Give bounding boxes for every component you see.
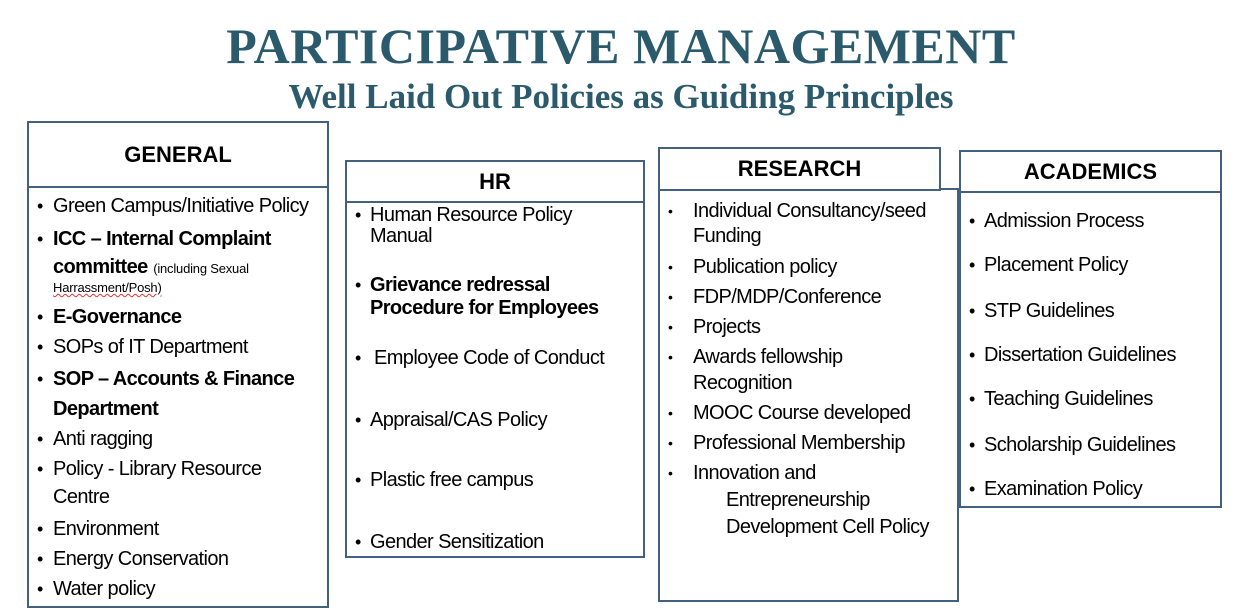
list-item: Procedure for Employees — [370, 297, 599, 319]
academics-panel — [959, 190, 1222, 508]
list-item: Funding — [693, 225, 762, 247]
list-item: Entrepreneurship — [726, 489, 870, 511]
list-item: • ICC – Internal Complaint — [37, 228, 271, 250]
list-item: • Human Resource Policy — [355, 204, 572, 226]
general-heading: GENERAL — [27, 121, 329, 188]
page-title: PARTICIPATIVE MANAGEMENT — [226, 18, 1016, 74]
list-item: • Gender Sensitization — [355, 531, 544, 553]
list-item: • SOPs of IT Department — [37, 336, 248, 358]
hr-list — [355, 204, 639, 556]
list-item: Manual — [370, 225, 432, 247]
list-item: • Green Campus/Initiative Policy — [37, 195, 309, 217]
list-item: • Projects — [668, 316, 761, 338]
research-panel — [658, 188, 959, 602]
list-item: • Environment — [37, 518, 159, 540]
list-item: • Grievance redressal — [355, 274, 550, 296]
list-item: • Professional Membership — [668, 432, 905, 454]
hr-heading: HR — [345, 160, 645, 203]
research-heading: RESEARCH — [658, 147, 941, 191]
list-item: • STP Guidelines — [969, 300, 1115, 322]
list-item: • Individual Consultancy/seed — [668, 200, 926, 222]
list-item: • Policy - Library Resource — [37, 458, 262, 480]
academics-heading: ACADEMICS — [959, 150, 1222, 193]
hr-panel — [345, 200, 645, 558]
list-item: • Teaching Guidelines — [969, 388, 1153, 410]
list-item: • E-Governance — [37, 306, 182, 328]
list-item: • MOOC Course developed — [668, 402, 911, 424]
list-item: Recognition — [693, 372, 793, 394]
list-item: • Water policy — [37, 578, 156, 600]
list-item: Development Cell Policy — [726, 516, 929, 538]
list-item: • Employee Code of Conduct — [355, 347, 605, 369]
list-item: Centre — [53, 486, 110, 508]
list-item: • Scholarship Guidelines — [969, 434, 1176, 456]
research-list — [668, 198, 953, 600]
academics-list — [969, 208, 1216, 506]
general-list — [37, 193, 323, 606]
list-item: • Awards fellowship — [668, 346, 843, 368]
list-item: • Anti ragging — [37, 428, 153, 450]
page-subtitle: Well Laid Out Policies as Guiding Principles — [288, 77, 954, 116]
list-item: • Examination Policy — [969, 478, 1143, 500]
list-item: • Innovation and — [668, 462, 816, 484]
list-item: • Energy Conservation — [37, 548, 229, 570]
general-panel — [27, 186, 329, 608]
list-item: Department — [53, 398, 159, 420]
list-item: Harrassment/Posh) — [53, 280, 162, 295]
list-item: • FDP/MDP/Conference — [668, 286, 882, 308]
list-item: • Plastic free campus — [355, 469, 534, 491]
list-item: • Dissertation Guidelines — [969, 344, 1176, 366]
list-item: • Admission Process — [969, 210, 1144, 232]
list-item: committee (including Sexual — [53, 256, 249, 278]
list-item: • Appraisal/CAS Policy — [355, 409, 547, 431]
list-item: • SOP – Accounts & Finance — [37, 368, 295, 390]
list-item: • Publication policy — [668, 256, 837, 278]
list-item: • Placement Policy — [969, 254, 1128, 276]
